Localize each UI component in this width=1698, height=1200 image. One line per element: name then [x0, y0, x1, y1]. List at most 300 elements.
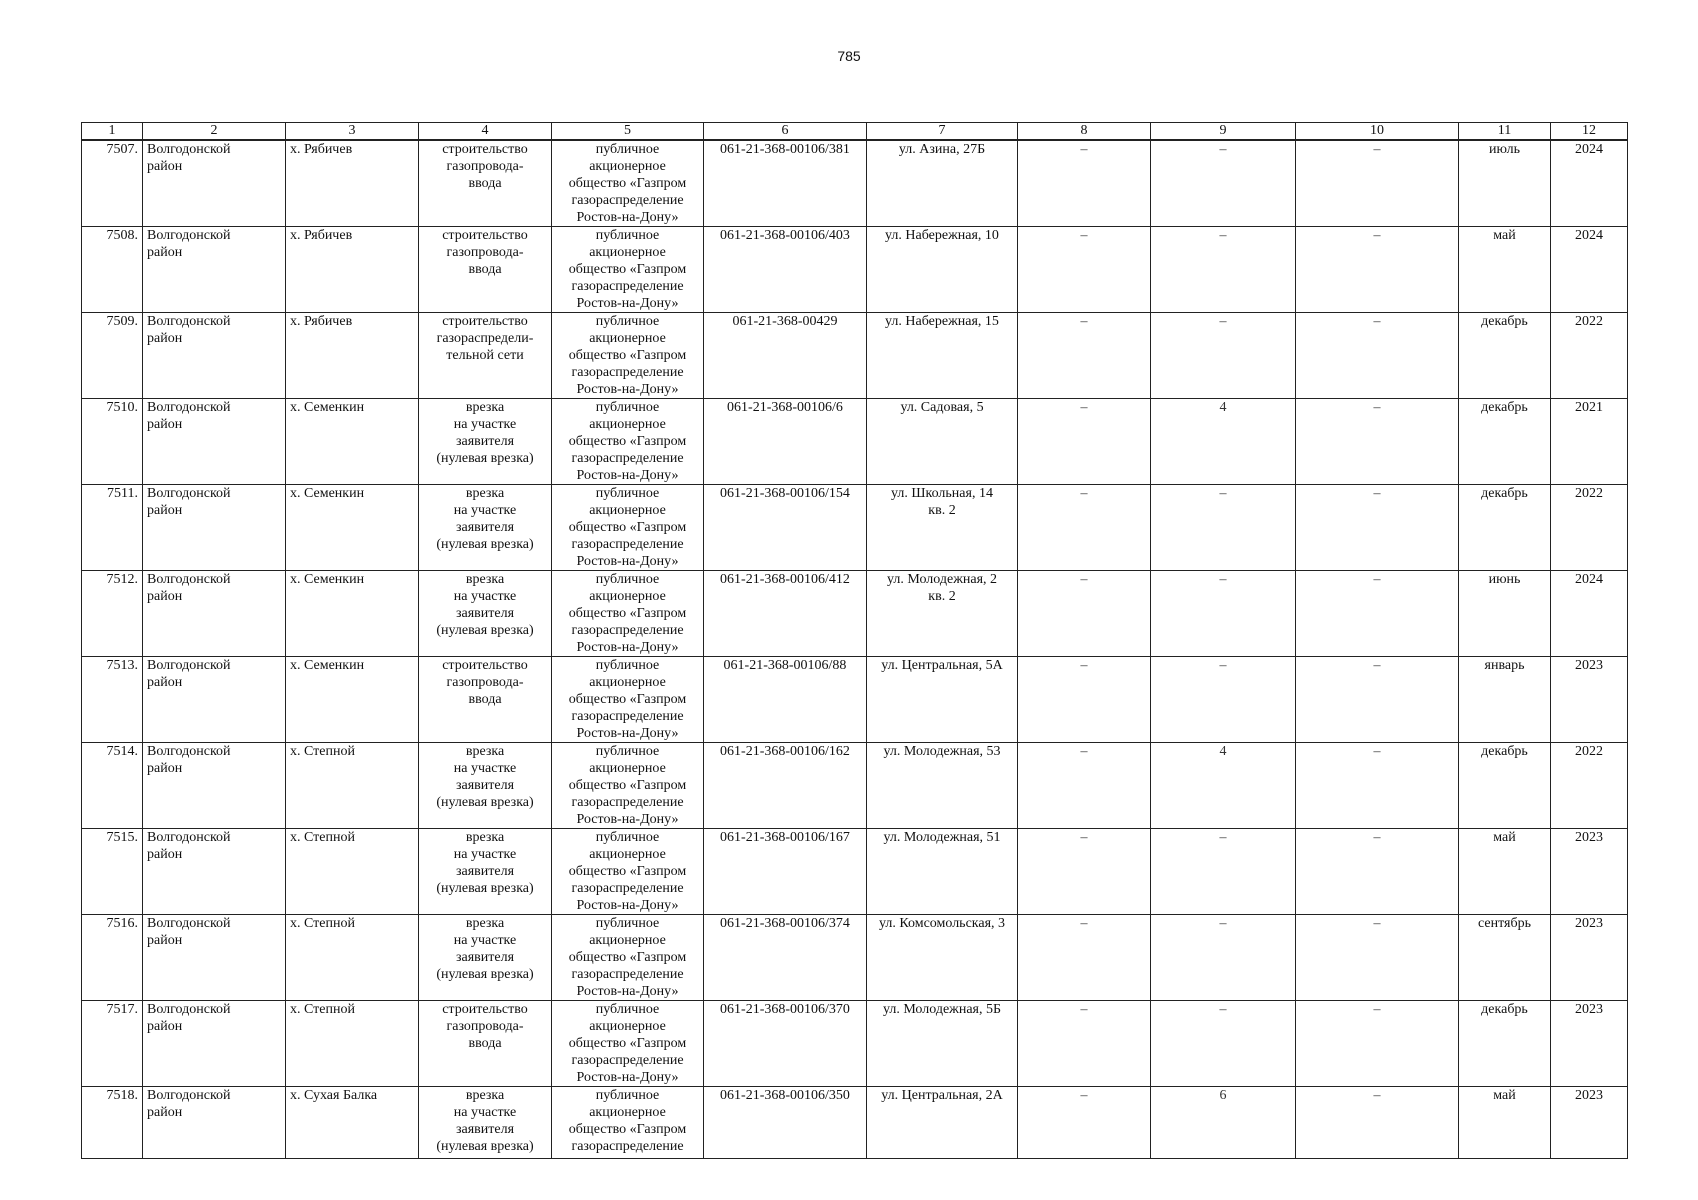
column-8-cell: –	[1018, 485, 1151, 571]
organization-line: акционерное	[589, 331, 666, 346]
work-type-line: на участке	[453, 417, 517, 432]
column-header-4: 4	[419, 123, 552, 141]
organization-line: Ростов-на-Дону»	[576, 898, 679, 913]
organization-line: газораспределение	[571, 1053, 684, 1068]
address-cell	[867, 743, 1018, 829]
year-cell: 2022	[1551, 485, 1628, 571]
row-number: 7515.	[82, 829, 143, 915]
work-type-line: на участке	[453, 1105, 517, 1120]
work-type-line: ввода	[468, 1036, 502, 1051]
work-type-line: заявителя	[455, 520, 515, 535]
district-line: район	[147, 417, 183, 432]
column-header-6: 6	[704, 123, 867, 141]
year-cell: 2023	[1551, 829, 1628, 915]
address-line: ул. Молодежная, 5Б	[882, 1002, 1002, 1017]
month-cell: июнь	[1459, 571, 1551, 657]
settlement-cell: х. Степной	[286, 829, 419, 915]
year-cell: 2023	[1551, 1001, 1628, 1087]
work-type-line: врезка	[465, 486, 505, 501]
registry-code-cell: 061-21-368-00106/381	[704, 140, 867, 227]
organization-cell	[552, 743, 704, 829]
organization-line: Ростов-на-Дону»	[576, 726, 679, 741]
work-type-line: заявителя	[455, 950, 515, 965]
organization-line: общество «Газпром	[568, 434, 687, 449]
row-number: 7511.	[82, 485, 143, 571]
work-type-line: ввода	[468, 262, 502, 277]
work-type-line: ввода	[468, 176, 502, 191]
column-10-cell: –	[1296, 743, 1459, 829]
district-line: район	[147, 1105, 183, 1120]
work-type-cell	[419, 743, 552, 829]
work-type-line: строительство	[442, 1002, 528, 1017]
work-type-line: строительство	[442, 142, 528, 157]
organization-line: публичное	[595, 486, 660, 501]
work-type-line: газопровода-	[446, 245, 524, 260]
work-type-line: на участке	[453, 847, 517, 862]
month-cell: май	[1459, 227, 1551, 313]
organization-line: газораспределение	[571, 709, 684, 724]
month-cell: май	[1459, 1087, 1551, 1159]
registry-code-cell: 061-21-368-00106/370	[704, 1001, 867, 1087]
work-type-line: врезка	[465, 572, 505, 587]
organization-line: газораспределение	[571, 537, 684, 552]
address-cell	[867, 140, 1018, 227]
organization-line: акционерное	[589, 503, 666, 518]
register-table	[81, 122, 1628, 1159]
district-cell	[143, 657, 286, 743]
work-type-cell	[419, 1001, 552, 1087]
registry-code-cell: 061-21-368-00106/6	[704, 399, 867, 485]
work-type-line: газопровода-	[446, 675, 524, 690]
organization-line: газораспределение	[571, 451, 684, 466]
registry-code-cell: 061-21-368-00106/403	[704, 227, 867, 313]
column-9-cell: –	[1151, 571, 1296, 657]
organization-line: общество «Газпром	[568, 1122, 687, 1137]
column-header-3: 3	[286, 123, 419, 141]
work-type-line: (нулевая врезка)	[436, 537, 534, 552]
registry-code-cell: 061-21-368-00106/88	[704, 657, 867, 743]
work-type-line: заявителя	[455, 864, 515, 879]
district-cell	[143, 571, 286, 657]
column-header-1: 1	[82, 123, 143, 141]
column-10-cell: –	[1296, 1087, 1459, 1159]
year-cell: 2023	[1551, 1087, 1628, 1159]
work-type-line: на участке	[453, 503, 517, 518]
column-9-cell: –	[1151, 140, 1296, 227]
organization-line: газораспределение	[571, 967, 684, 982]
work-type-line: заявителя	[455, 1122, 515, 1137]
organization-cell	[552, 227, 704, 313]
organization-line: Ростов-на-Дону»	[576, 1070, 679, 1085]
year-cell: 2024	[1551, 140, 1628, 227]
organization-line: публичное	[595, 916, 660, 931]
organization-line: общество «Газпром	[568, 348, 687, 363]
year-cell: 2022	[1551, 743, 1628, 829]
month-cell: декабрь	[1459, 399, 1551, 485]
column-10-cell: –	[1296, 915, 1459, 1001]
column-8-cell: –	[1018, 1087, 1151, 1159]
settlement-cell: х. Степной	[286, 743, 419, 829]
table-row	[82, 485, 1628, 571]
organization-line: публичное	[595, 228, 660, 243]
district-line: Волгодонской	[147, 142, 231, 157]
district-line: Волгодонской	[147, 228, 231, 243]
column-10-cell: –	[1296, 227, 1459, 313]
column-10-cell: –	[1296, 399, 1459, 485]
table-header	[82, 123, 1628, 141]
district-cell	[143, 227, 286, 313]
column-8-cell: –	[1018, 399, 1151, 485]
registry-code-cell: 061-21-368-00106/350	[704, 1087, 867, 1159]
column-9-cell: –	[1151, 227, 1296, 313]
district-line: Волгодонской	[147, 572, 231, 587]
organization-line: Ростов-на-Дону»	[576, 984, 679, 999]
work-type-cell	[419, 227, 552, 313]
organization-cell	[552, 313, 704, 399]
work-type-cell	[419, 399, 552, 485]
district-cell	[143, 915, 286, 1001]
address-cell	[867, 915, 1018, 1001]
settlement-cell: х. Степной	[286, 1001, 419, 1087]
address-cell	[867, 829, 1018, 915]
organization-line: газораспределение	[571, 795, 684, 810]
address-cell	[867, 399, 1018, 485]
organization-line: публичное	[595, 744, 660, 759]
work-type-line: газораспредели-	[436, 331, 534, 346]
organization-line: газораспределение	[571, 881, 684, 896]
table-row	[82, 915, 1628, 1001]
column-10-cell: –	[1296, 657, 1459, 743]
work-type-line: (нулевая врезка)	[436, 881, 534, 896]
row-number: 7516.	[82, 915, 143, 1001]
work-type-line: (нулевая врезка)	[436, 795, 534, 810]
address-line: кв. 2	[928, 589, 956, 604]
work-type-cell	[419, 140, 552, 227]
organization-cell	[552, 399, 704, 485]
column-header-9: 9	[1151, 123, 1296, 141]
organization-cell	[552, 915, 704, 1001]
year-cell: 2021	[1551, 399, 1628, 485]
organization-line: акционерное	[589, 1019, 666, 1034]
column-header-8: 8	[1018, 123, 1151, 141]
work-type-line: (нулевая врезка)	[436, 1139, 534, 1154]
column-10-cell: –	[1296, 140, 1459, 227]
address-line: ул. Молодежная, 51	[883, 830, 1001, 845]
work-type-line: газопровода-	[446, 1019, 524, 1034]
district-cell	[143, 485, 286, 571]
address-line: ул. Центральная, 5А	[881, 658, 1003, 673]
table-row	[82, 1001, 1628, 1087]
district-line: Волгодонской	[147, 1002, 231, 1017]
work-type-cell	[419, 1087, 552, 1159]
settlement-cell: х. Семенкин	[286, 485, 419, 571]
district-line: Волгодонской	[147, 658, 231, 673]
work-type-line: строительство	[442, 228, 528, 243]
column-9-cell: 4	[1151, 399, 1296, 485]
row-number: 7510.	[82, 399, 143, 485]
address-line: ул. Центральная, 2А	[881, 1088, 1003, 1103]
organization-line: газораспределение	[571, 279, 684, 294]
month-cell: декабрь	[1459, 1001, 1551, 1087]
row-number: 7513.	[82, 657, 143, 743]
table-row	[82, 743, 1628, 829]
settlement-cell: х. Семенкин	[286, 657, 419, 743]
organization-line: акционерное	[589, 159, 666, 174]
work-type-line: ввода	[468, 692, 502, 707]
address-cell	[867, 313, 1018, 399]
organization-line: Ростов-на-Дону»	[576, 468, 679, 483]
address-line: ул. Азина, 27Б	[898, 142, 986, 157]
organization-line: Ростов-на-Дону»	[576, 210, 679, 225]
column-9-cell: –	[1151, 915, 1296, 1001]
district-line: район	[147, 503, 183, 518]
registry-code-cell: 061-21-368-00106/412	[704, 571, 867, 657]
organization-line: публичное	[595, 1088, 660, 1103]
district-line: Волгодонской	[147, 916, 231, 931]
table-row	[82, 657, 1628, 743]
organization-line: акционерное	[589, 847, 666, 862]
address-cell	[867, 485, 1018, 571]
district-cell	[143, 743, 286, 829]
address-line: ул. Набережная, 10	[885, 228, 999, 243]
work-type-line: на участке	[453, 761, 517, 776]
work-type-cell	[419, 657, 552, 743]
column-8-cell: –	[1018, 657, 1151, 743]
year-cell: 2024	[1551, 227, 1628, 313]
table-row	[82, 829, 1628, 915]
column-header-10: 10	[1296, 123, 1459, 141]
organization-cell	[552, 657, 704, 743]
organization-line: общество «Газпром	[568, 950, 687, 965]
district-line: район	[147, 245, 183, 260]
column-8-cell: –	[1018, 571, 1151, 657]
district-line: Волгодонской	[147, 314, 231, 329]
address-line: ул. Садовая, 5	[900, 400, 984, 415]
work-type-line: строительство	[442, 314, 528, 329]
organization-line: Ростов-на-Дону»	[576, 554, 679, 569]
settlement-cell: х. Рябичев	[286, 313, 419, 399]
column-8-cell: –	[1018, 140, 1151, 227]
row-number: 7514.	[82, 743, 143, 829]
work-type-cell	[419, 915, 552, 1001]
work-type-line: тельной сети	[446, 348, 524, 363]
table-row	[82, 1087, 1628, 1159]
registry-code-cell: 061-21-368-00106/374	[704, 915, 867, 1001]
work-type-line: врезка	[465, 744, 505, 759]
organization-line: акционерное	[589, 245, 666, 260]
column-8-cell: –	[1018, 829, 1151, 915]
column-8-cell: –	[1018, 743, 1151, 829]
organization-line: публичное	[595, 400, 660, 415]
organization-cell	[552, 140, 704, 227]
month-cell: декабрь	[1459, 743, 1551, 829]
table-body	[82, 140, 1628, 1159]
work-type-cell	[419, 571, 552, 657]
district-line: район	[147, 761, 183, 776]
row-number: 7507.	[82, 140, 143, 227]
work-type-cell	[419, 485, 552, 571]
registry-code-cell: 061-21-368-00106/154	[704, 485, 867, 571]
address-cell	[867, 571, 1018, 657]
organization-line: общество «Газпром	[568, 262, 687, 277]
column-9-cell: –	[1151, 485, 1296, 571]
column-9-cell: 4	[1151, 743, 1296, 829]
settlement-cell: х. Рябичев	[286, 140, 419, 227]
organization-line: общество «Газпром	[568, 606, 687, 621]
table-row	[82, 571, 1628, 657]
column-10-cell: –	[1296, 1001, 1459, 1087]
organization-line: публичное	[595, 314, 660, 329]
organization-line: Ростов-на-Дону»	[576, 296, 679, 311]
column-header-12: 12	[1551, 123, 1628, 141]
work-type-line: врезка	[465, 916, 505, 931]
organization-line: акционерное	[589, 417, 666, 432]
column-9-cell: –	[1151, 829, 1296, 915]
column-8-cell: –	[1018, 227, 1151, 313]
month-cell: декабрь	[1459, 485, 1551, 571]
work-type-line: на участке	[453, 933, 517, 948]
organization-cell	[552, 571, 704, 657]
column-10-cell: –	[1296, 571, 1459, 657]
column-9-cell: 6	[1151, 1087, 1296, 1159]
settlement-cell: х. Сухая Балка	[286, 1087, 419, 1159]
column-8-cell: –	[1018, 1001, 1151, 1087]
work-type-line: (нулевая врезка)	[436, 623, 534, 638]
work-type-line: заявителя	[455, 434, 515, 449]
column-header-5: 5	[552, 123, 704, 141]
district-cell	[143, 829, 286, 915]
organization-line: акционерное	[589, 761, 666, 776]
column-10-cell: –	[1296, 829, 1459, 915]
row-number: 7517.	[82, 1001, 143, 1087]
column-9-cell: –	[1151, 1001, 1296, 1087]
district-line: район	[147, 589, 183, 604]
district-line: Волгодонской	[147, 1088, 231, 1103]
column-10-cell: –	[1296, 313, 1459, 399]
month-cell: декабрь	[1459, 313, 1551, 399]
settlement-cell: х. Степной	[286, 915, 419, 1001]
organization-line: общество «Газпром	[568, 864, 687, 879]
month-cell: июль	[1459, 140, 1551, 227]
organization-line: публичное	[595, 1002, 660, 1017]
year-cell: 2024	[1551, 571, 1628, 657]
organization-line: газораспределение	[571, 193, 684, 208]
organization-cell	[552, 1001, 704, 1087]
work-type-line: заявителя	[455, 778, 515, 793]
column-number-row	[82, 123, 1628, 141]
organization-line: общество «Газпром	[568, 1036, 687, 1051]
organization-line: Ростов-на-Дону»	[576, 640, 679, 655]
organization-line: общество «Газпром	[568, 778, 687, 793]
district-cell	[143, 1087, 286, 1159]
settlement-cell: х. Семенкин	[286, 399, 419, 485]
address-cell	[867, 1087, 1018, 1159]
organization-line: акционерное	[589, 933, 666, 948]
row-number: 7508.	[82, 227, 143, 313]
work-type-line: газопровода-	[446, 159, 524, 174]
column-8-cell: –	[1018, 313, 1151, 399]
district-line: Волгодонской	[147, 830, 231, 845]
table-row	[82, 140, 1628, 227]
column-9-cell: –	[1151, 657, 1296, 743]
organization-line: публичное	[595, 572, 660, 587]
address-line: кв. 2	[928, 503, 956, 518]
work-type-line: (нулевая врезка)	[436, 967, 534, 982]
work-type-line: врезка	[465, 830, 505, 845]
organization-cell	[552, 485, 704, 571]
year-cell: 2022	[1551, 313, 1628, 399]
organization-line: Ростов-на-Дону»	[576, 812, 679, 827]
organization-line: общество «Газпром	[568, 692, 687, 707]
column-9-cell: –	[1151, 313, 1296, 399]
row-number: 7509.	[82, 313, 143, 399]
work-type-line: (нулевая врезка)	[436, 451, 534, 466]
organization-line: общество «Газпром	[568, 520, 687, 535]
organization-line: публичное	[595, 658, 660, 673]
district-line: район	[147, 331, 183, 346]
district-line: Волгодонской	[147, 400, 231, 415]
work-type-line: строительство	[442, 658, 528, 673]
organization-line: публичное	[595, 830, 660, 845]
address-cell	[867, 227, 1018, 313]
page-number: 785	[837, 48, 861, 64]
table-row	[82, 227, 1628, 313]
address-line: ул. Молодежная, 53	[883, 744, 1001, 759]
work-type-line: на участке	[453, 589, 517, 604]
district-line: район	[147, 847, 183, 862]
district-line: Волгодонской	[147, 486, 231, 501]
organization-line: акционерное	[589, 1105, 666, 1120]
row-number: 7512.	[82, 571, 143, 657]
row-number: 7518.	[82, 1087, 143, 1159]
settlement-cell: х. Рябичев	[286, 227, 419, 313]
work-type-cell	[419, 313, 552, 399]
month-cell: январь	[1459, 657, 1551, 743]
organization-line: публичное	[595, 142, 660, 157]
work-type-cell	[419, 829, 552, 915]
organization-line: газораспределение	[571, 365, 684, 380]
address-line: ул. Молодежная, 2	[886, 572, 998, 587]
district-line: район	[147, 675, 183, 690]
address-cell	[867, 1001, 1018, 1087]
organization-cell	[552, 1087, 704, 1159]
address-line: ул. Комсомольская, 3	[878, 916, 1006, 931]
column-header-11: 11	[1459, 123, 1551, 141]
district-line: район	[147, 1019, 183, 1034]
organization-line: Ростов-на-Дону»	[576, 382, 679, 397]
organization-line: газораспределение	[571, 1139, 684, 1154]
district-cell	[143, 399, 286, 485]
address-line: ул. Набережная, 15	[885, 314, 999, 329]
year-cell: 2023	[1551, 915, 1628, 1001]
registry-code-cell: 061-21-368-00106/167	[704, 829, 867, 915]
column-10-cell: –	[1296, 485, 1459, 571]
organization-line: общество «Газпром	[568, 176, 687, 191]
address-line: ул. Школьная, 14	[891, 486, 993, 501]
district-line: район	[147, 933, 183, 948]
work-type-line: заявителя	[455, 606, 515, 621]
district-line: Волгодонской	[147, 744, 231, 759]
work-type-line: врезка	[465, 1088, 505, 1103]
column-8-cell: –	[1018, 915, 1151, 1001]
registry-code-cell: 061-21-368-00106/162	[704, 743, 867, 829]
month-cell: май	[1459, 829, 1551, 915]
registry-code-cell: 061-21-368-00429	[704, 313, 867, 399]
settlement-cell: х. Семенкин	[286, 571, 419, 657]
organization-line: акционерное	[589, 675, 666, 690]
organization-cell	[552, 829, 704, 915]
month-cell: сентябрь	[1459, 915, 1551, 1001]
